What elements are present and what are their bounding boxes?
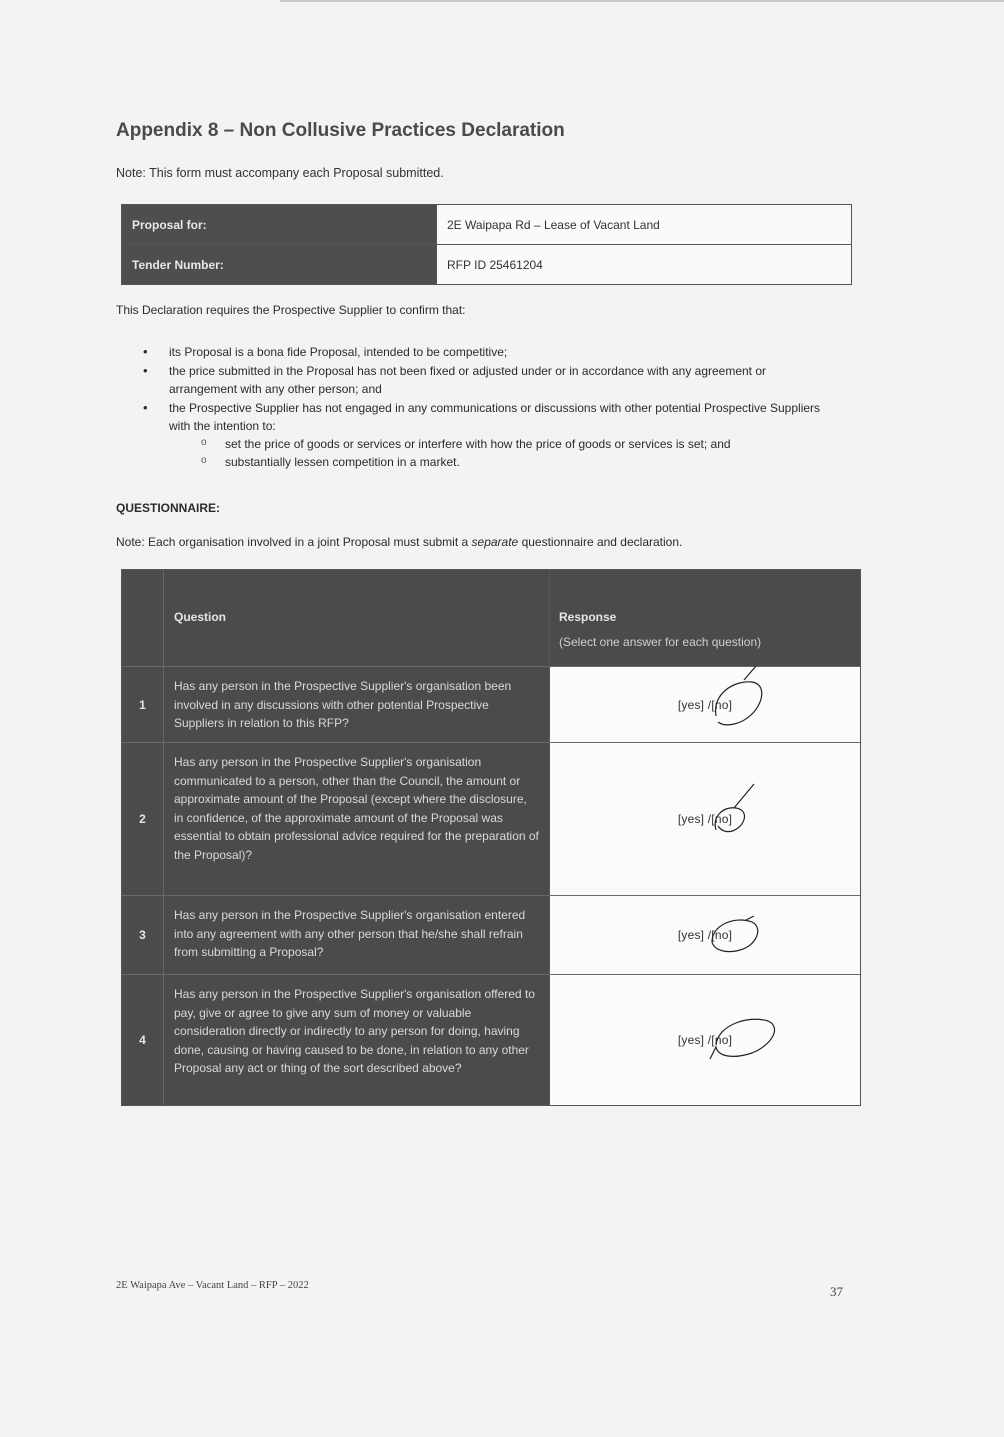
questionnaire-header-row	[122, 570, 860, 666]
question-number: 2	[122, 743, 163, 895]
sub-bullets	[169, 435, 823, 471]
submission-note: Note: This form must accompany each Proposal submitted.	[116, 166, 444, 180]
handwritten-circle-mark	[704, 676, 774, 736]
question-number: 4	[122, 975, 163, 1105]
table-row	[122, 742, 860, 895]
response-cell[interactable]	[549, 743, 860, 895]
number-header-cell	[122, 570, 163, 666]
questionnaire-table	[121, 569, 861, 1106]
question-text: Has any person in the Prospective Supplier's organisation entered into any agreement with any other person that he/she shall refrain from submitting a Proposal?	[163, 896, 549, 974]
question-text: Has any person in the Prospective Supplier's organisation offered to pay, give or agree to give any sum of money or valuable consideration directly or indirectly to any person for doing, having done, causing or having caused to be done, in relation to any other Proposal any act or thing of the sort described above?	[163, 975, 549, 1105]
answer-yes[interactable]: [yes]	[677, 928, 705, 942]
handwritten-circle-mark	[706, 912, 766, 962]
footer-document-title: 2E Waipapa Ave – Vacant Land – RFP – 2022	[116, 1280, 309, 1291]
answer-yes[interactable]: [yes]	[677, 1033, 705, 1047]
joint-note-text-end: questionnaire and declaration.	[518, 535, 683, 549]
joint-note-text: Note: Each organisation involved in a joint Proposal must submit a	[116, 535, 472, 549]
table-row	[122, 895, 860, 974]
declaration-bullets	[143, 343, 823, 472]
question-number: 3	[122, 896, 163, 974]
answer-no[interactable]: [no]	[711, 812, 733, 826]
question-header: Question	[163, 570, 549, 666]
declaration-intro: This Declaration requires the Prospective Supplier to confirm that:	[116, 303, 466, 317]
answer-options	[678, 698, 732, 712]
table-row	[122, 666, 860, 742]
answer-no[interactable]: [no]	[711, 928, 733, 942]
proposal-value: 2E Waipapa Rd – Lease of Vacant Land	[437, 205, 852, 245]
bullet-item: • its Proposal is a bona fide Proposal, intended to be competitive;	[143, 343, 823, 361]
proposal-label: Proposal for:	[122, 205, 437, 245]
answer-yes[interactable]: [yes]	[677, 812, 705, 826]
answer-separator: /	[707, 928, 712, 942]
joint-note-emphasis: separate	[471, 535, 519, 549]
answer-no[interactable]: [no]	[711, 1033, 733, 1047]
bullet-item	[143, 399, 823, 471]
tender-label: Tender Number:	[122, 245, 437, 285]
sub-bullet-item: o substantially lessen competition in a market.	[199, 453, 823, 471]
response-cell[interactable]	[549, 667, 860, 742]
answer-separator: /	[707, 1033, 712, 1047]
tender-value: RFP ID 25461204	[437, 245, 852, 285]
question-text: Has any person in the Prospective Supplier's organisation been involved in any discussions with other potential Prospective Suppliers in relation to this RFP?	[163, 667, 549, 742]
scan-edge-line	[280, 0, 1004, 2]
table-row	[122, 974, 860, 1105]
handwritten-circle-mark	[708, 786, 768, 846]
question-text: Has any person in the Prospective Supplier's organisation communicated to a person, other than the Council, the amount or approximate amount of the Proposal (except where the disclosure, in confidence, of the approximate amount of the Proposal was essential to obtain professional advice required for the preparation of the Proposal)?	[163, 743, 549, 895]
response-header-title: Response	[559, 610, 617, 624]
page-number: 37	[830, 1284, 843, 1299]
answer-separator: /	[707, 697, 712, 712]
proposal-row	[122, 205, 852, 245]
answer-options	[678, 928, 732, 942]
answer-yes[interactable]: [yes]	[677, 697, 705, 712]
bullet-item: • the price submitted in the Proposal has not been fixed or adjusted under or in accordance with any agreement or arrangement with any other person; and	[143, 362, 823, 398]
tender-row	[122, 245, 852, 285]
answer-options	[678, 812, 732, 826]
answer-no[interactable]: [no]	[711, 697, 733, 712]
response-cell[interactable]	[549, 975, 860, 1105]
answer-options	[678, 1033, 732, 1047]
proposal-info-table	[121, 204, 852, 285]
response-header-subtitle: (Select one answer for each question)	[559, 635, 762, 649]
response-cell[interactable]	[549, 896, 860, 974]
answer-separator: /	[707, 812, 712, 826]
response-header	[549, 570, 860, 666]
handwritten-circle-mark	[708, 1013, 788, 1073]
sub-bullet-item: o set the price of goods or services or interfere with how the price of goods or services is set; and	[199, 435, 823, 453]
page-title: Appendix 8 – Non Collusive Practices Declaration	[116, 120, 565, 141]
bullet-text: the Prospective Supplier has not engaged in any communications or discussions with other potential Prospective Suppliers with the intention to:	[169, 401, 821, 433]
joint-proposal-note	[116, 535, 682, 549]
question-number: 1	[122, 667, 163, 742]
questionnaire-heading: QUESTIONNAIRE:	[116, 501, 221, 515]
